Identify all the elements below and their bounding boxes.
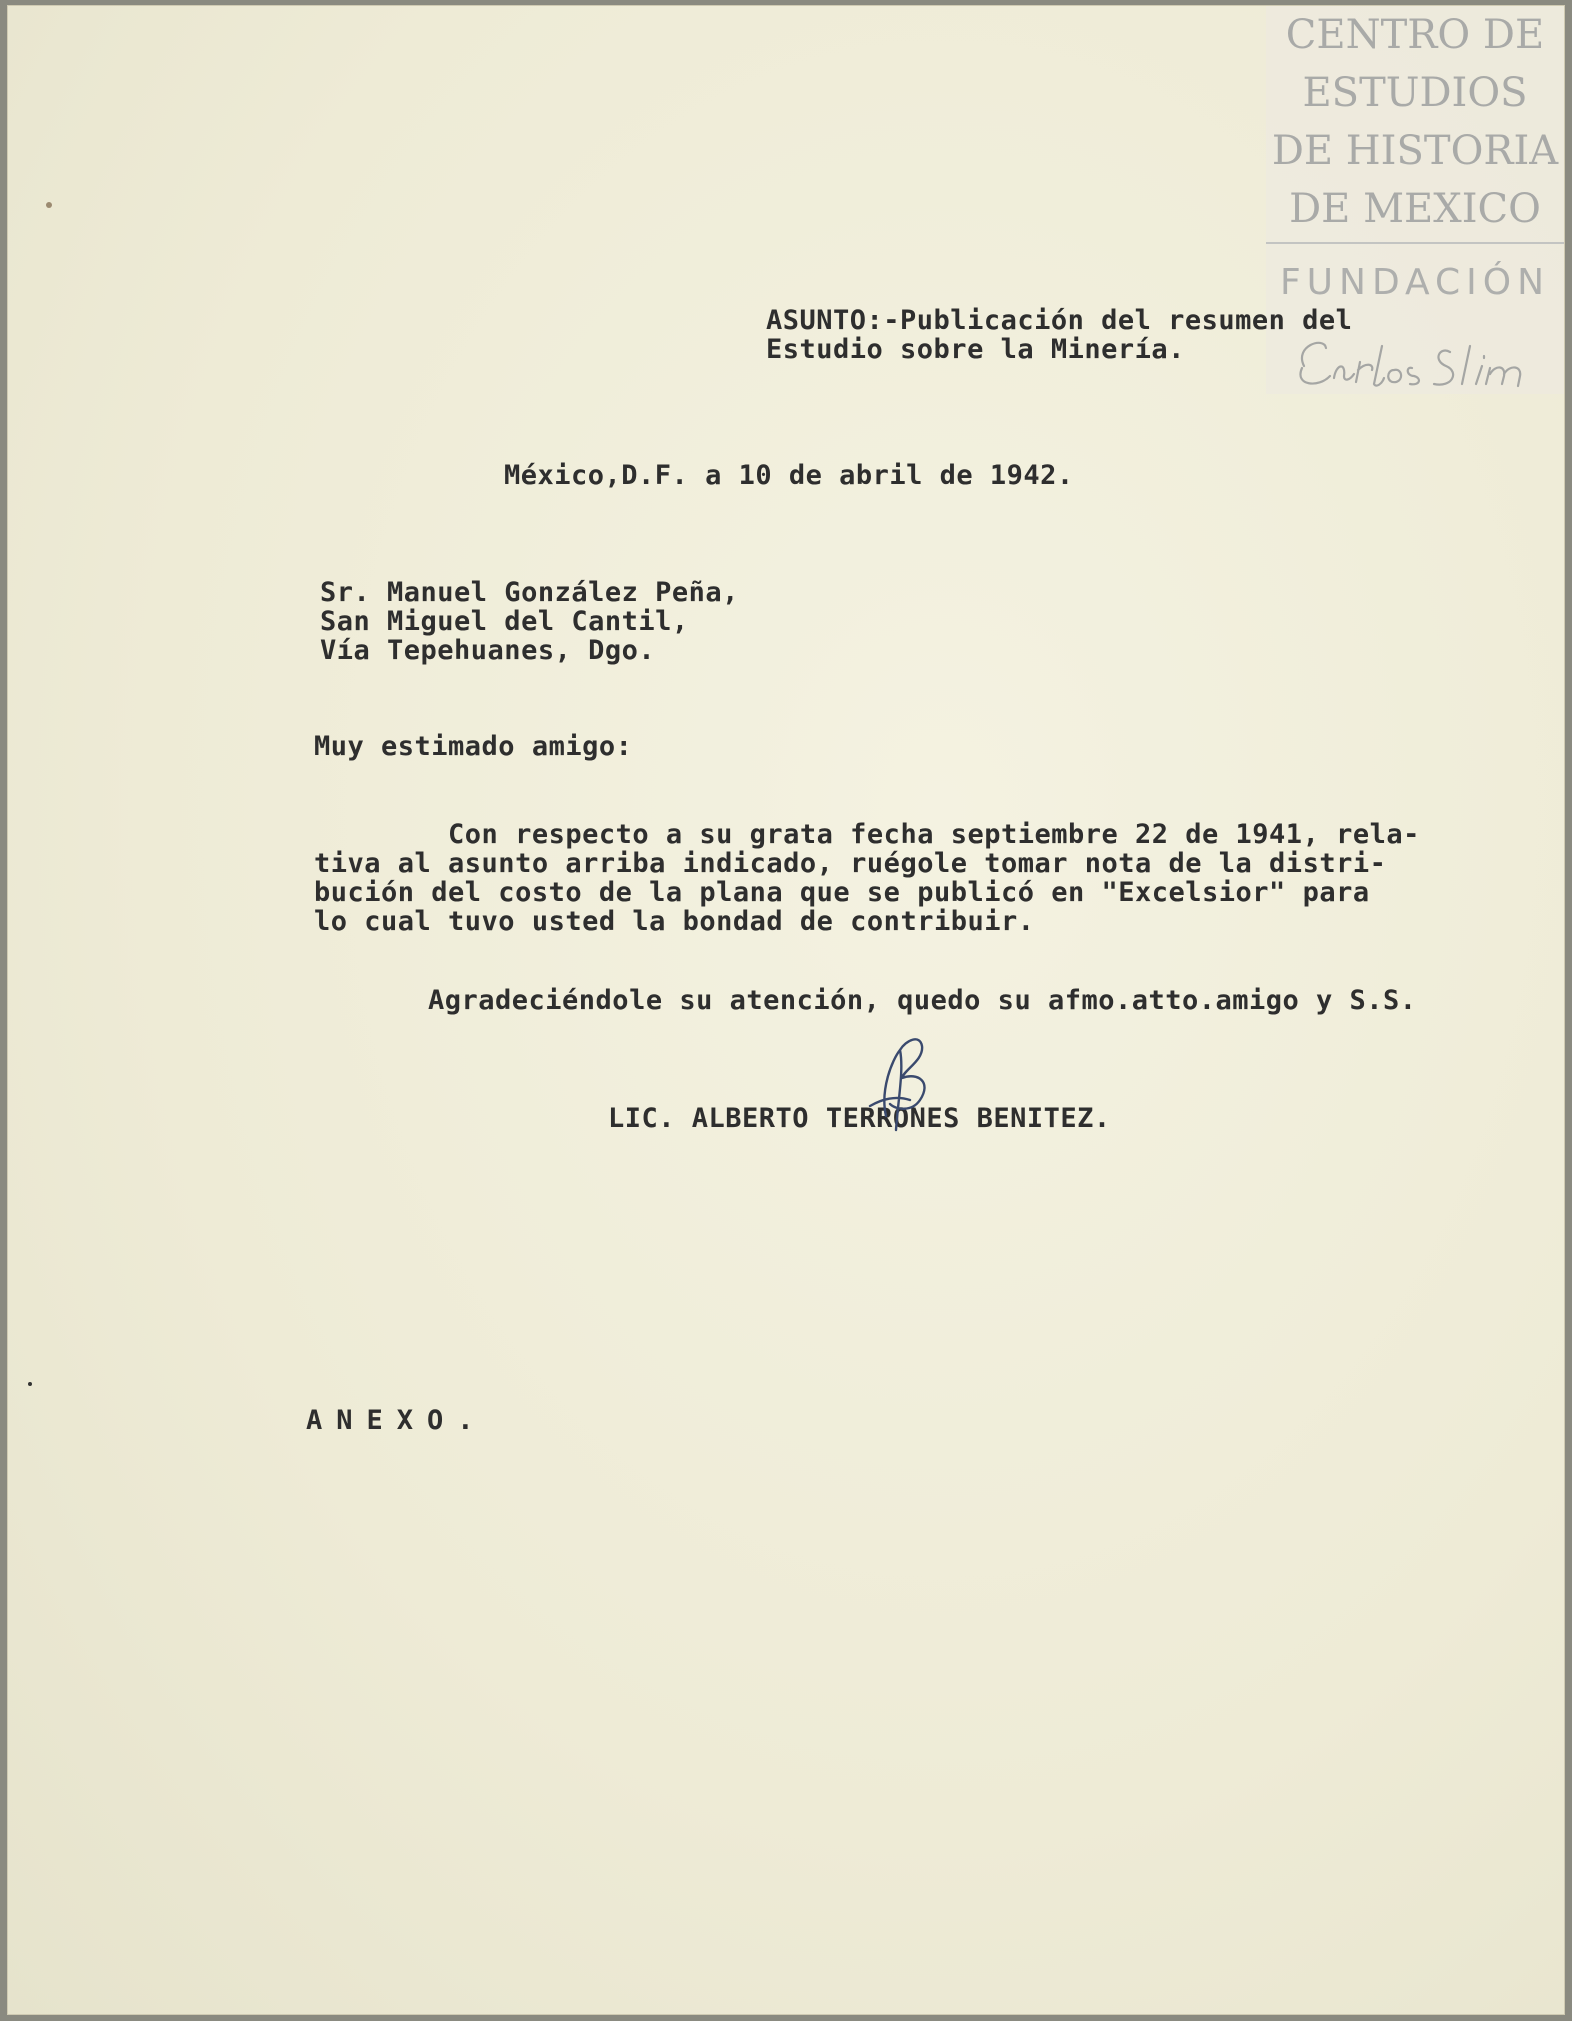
stamp-line-2: ESTUDIOS	[1302, 70, 1528, 116]
letter-page	[8, 6, 1564, 2014]
body-paragraph: Con respecto a su grata fecha septiembre 22 de 1941, rela- tiva al asunto arriba indicado, ruégole tomar nota de la distri- bución del costo de la plana que se publicó en "Excelsior" para lo cual tuvo usted la bondad de contribuir.	[314, 819, 1420, 937]
closing-line: Agradeciéndole su atención, quedo su afmo.atto.amigo y S.S.	[428, 985, 1417, 1016]
salutation: Muy estimado amigo:	[314, 731, 633, 762]
stamp-foundation: FUNDACIÓN	[1279, 262, 1551, 303]
recipient-address: Sr. Manuel González Peña, San Miguel del Cantil, Vía Tepehuanes, Dgo.	[320, 577, 739, 666]
paper-speck	[28, 1382, 32, 1386]
stamp-divider	[1266, 242, 1564, 244]
stamp-line-3: DE HISTORIA	[1271, 128, 1559, 174]
paper-speck	[46, 202, 52, 208]
stamp-line-1: CENTRO DE	[1285, 12, 1545, 58]
dateline: México,D.F. a 10 de abril de 1942.	[504, 460, 1074, 491]
annex-label: ANEXO.	[306, 1405, 488, 1436]
subject-line: ASUNTO:-Publicación del resumen del Estudio sobre la Minería.	[766, 305, 1353, 365]
sender-name: LIC. ALBERTO TERRONES BENITEZ.	[608, 1103, 1111, 1134]
stamp-line-4: DE MEXICO	[1289, 186, 1541, 232]
handwritten-initials-signature	[840, 1020, 950, 1150]
